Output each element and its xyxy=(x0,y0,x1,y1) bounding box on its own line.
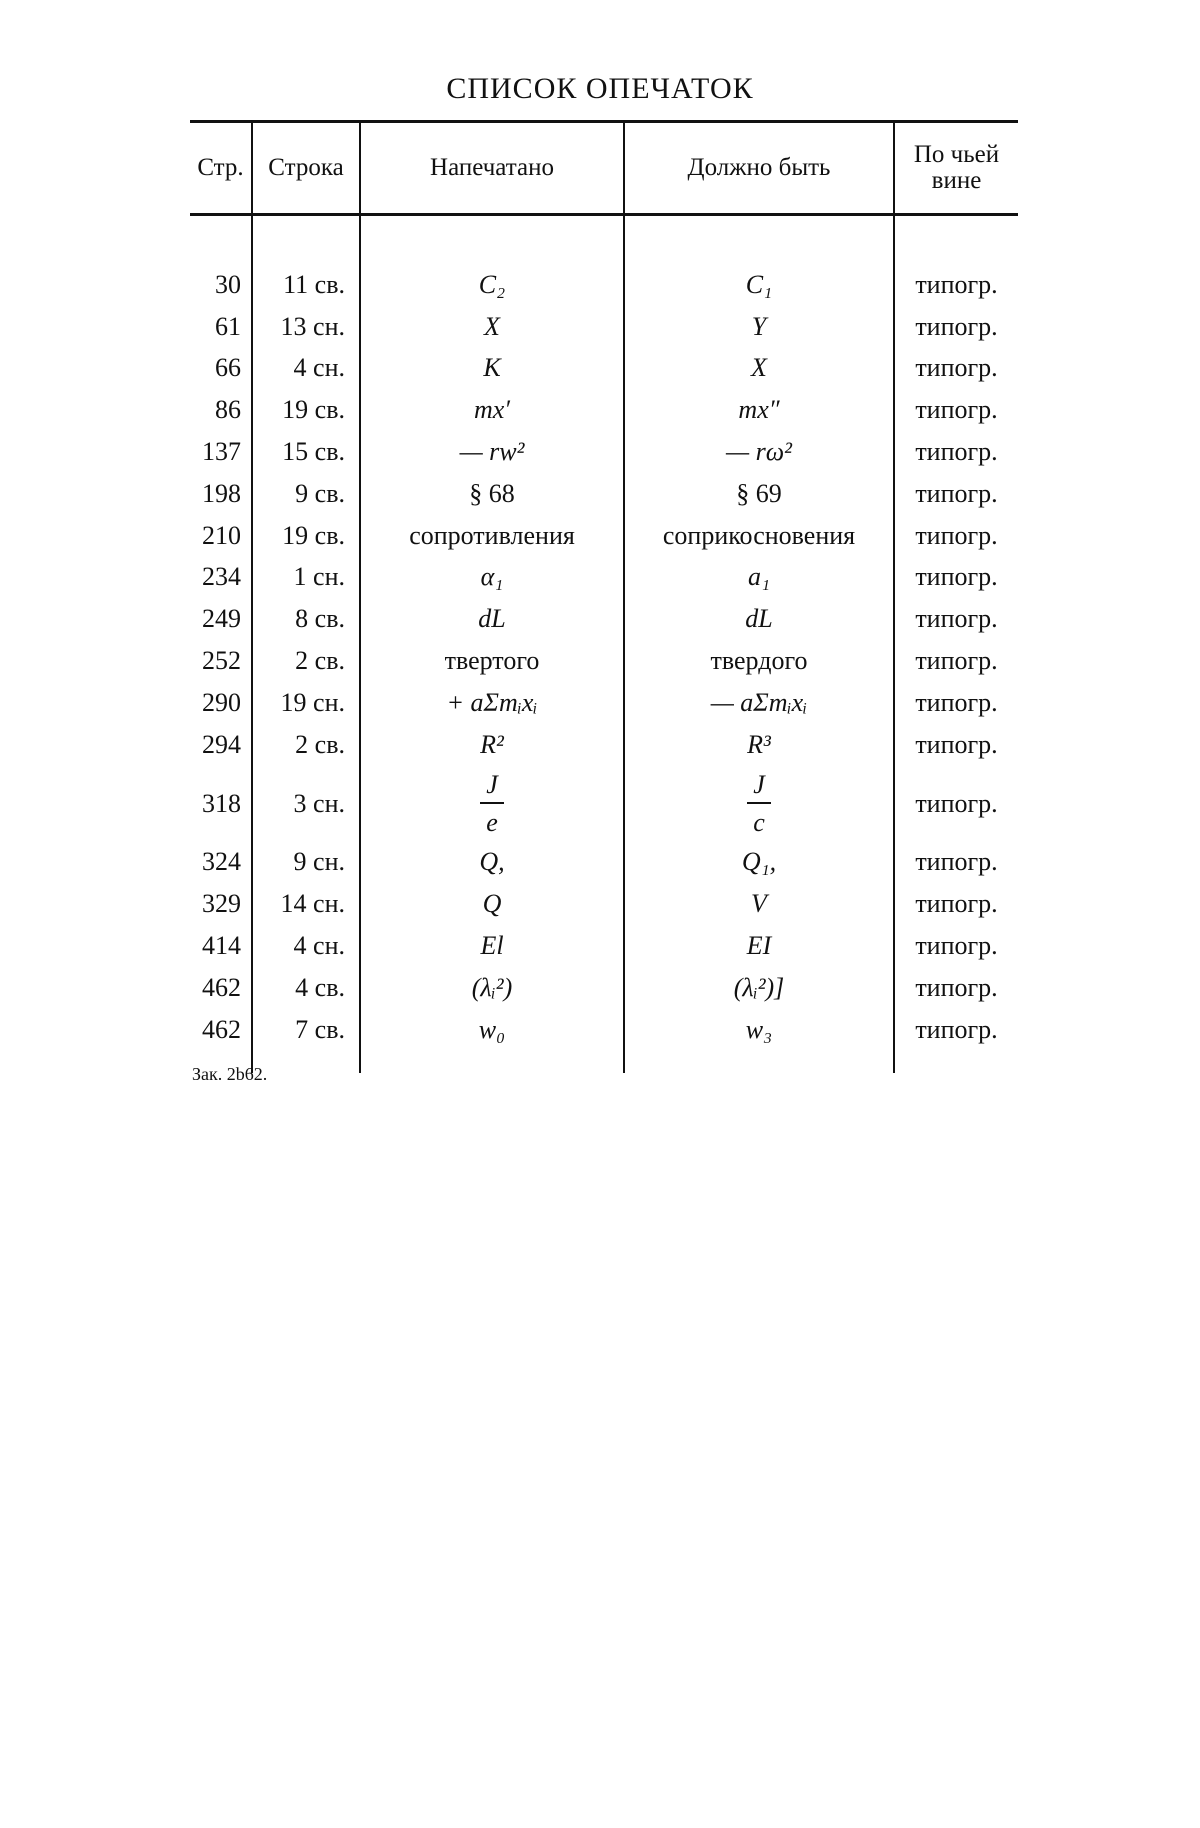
cell-printed: Q xyxy=(360,883,624,925)
cell-fault: типогр. xyxy=(894,473,1018,515)
cell-printed: α₁ xyxy=(360,557,624,599)
cell-fault: типогр. xyxy=(894,766,1018,842)
cell-printed: X xyxy=(360,306,624,348)
cell-correct: X xyxy=(624,348,894,390)
cell-correct: a₁ xyxy=(624,557,894,599)
cell-printed xyxy=(360,766,624,842)
cell-correct xyxy=(624,766,894,842)
cell-fault: типогр. xyxy=(894,431,1018,473)
header-page: Стр. xyxy=(190,122,252,215)
cell-page: 252 xyxy=(202,646,241,676)
cell-correct: EI xyxy=(624,925,894,967)
cell-correct: w₃ xyxy=(624,1009,894,1073)
cell-line: 3 сн. xyxy=(252,766,360,842)
cell-page: 290 xyxy=(202,687,241,717)
cell-line: 2 св. xyxy=(252,724,360,766)
table-row xyxy=(190,766,1018,842)
cell-fault: типогр. xyxy=(894,724,1018,766)
cell-page: 198 xyxy=(202,478,241,508)
table-row xyxy=(190,515,1018,557)
print-order-note: Зак. 2b62. xyxy=(192,1064,268,1084)
cell-printed: El xyxy=(360,925,624,967)
cell-line: 4 сн. xyxy=(252,925,360,967)
cell-correct: (λᵢ²)] xyxy=(624,967,894,1009)
cell-line: 2 св. xyxy=(252,640,360,682)
cell-line: 4 св. xyxy=(252,967,360,1009)
cell-fault: типогр. xyxy=(894,842,1018,884)
cell-printed: + aΣmᵢxᵢ xyxy=(360,682,624,724)
table-row xyxy=(190,925,1018,967)
table-row xyxy=(190,598,1018,640)
cell-printed: Q, xyxy=(360,842,624,884)
cell-printed: mx′ xyxy=(360,389,624,431)
cell-correct: C₁ xyxy=(624,264,894,306)
cell-fault: типогр. xyxy=(894,557,1018,599)
fraction xyxy=(747,769,771,837)
cell-correct: соприкосновения xyxy=(624,515,894,557)
cell-line: 19 сн. xyxy=(252,682,360,724)
cell-correct: dL xyxy=(624,598,894,640)
cell-fault: типогр. xyxy=(894,967,1018,1009)
table-row xyxy=(190,724,1018,766)
errata-table xyxy=(190,120,1018,1073)
table-row xyxy=(190,348,1018,390)
cell-line: 9 св. xyxy=(252,473,360,515)
cell-printed: § 68 xyxy=(360,473,624,515)
cell-line: 11 св. xyxy=(252,264,360,306)
cell-correct: Q₁, xyxy=(624,842,894,884)
table-row xyxy=(190,842,1018,884)
table-row xyxy=(190,967,1018,1009)
cell-page: 249 xyxy=(202,604,241,634)
fraction-denominator: e xyxy=(486,807,498,837)
cell-correct: mx″ xyxy=(624,389,894,431)
cell-page: 30 xyxy=(215,269,241,299)
cell-line: 9 сн. xyxy=(252,842,360,884)
cell-page: 462 xyxy=(202,972,241,1002)
cell-line: 14 сн. xyxy=(252,883,360,925)
cell-printed: dL xyxy=(360,598,624,640)
header-line: Строка xyxy=(252,122,360,215)
cell-fault: типогр. xyxy=(894,389,1018,431)
header-correct: Должно быть xyxy=(624,122,894,215)
cell-printed: w₀ xyxy=(360,1009,624,1073)
cell-fault: типогр. xyxy=(894,348,1018,390)
cell-correct: V xyxy=(624,883,894,925)
cell-printed: K xyxy=(360,348,624,390)
header-row xyxy=(190,122,1018,215)
header-printed: Напечатано xyxy=(360,122,624,215)
cell-fault: типогр. xyxy=(894,515,1018,557)
fraction-numerator: J xyxy=(747,772,771,804)
cell-fault: типогр. xyxy=(894,883,1018,925)
cell-line: 19 св. xyxy=(252,515,360,557)
cell-line: 15 св. xyxy=(252,431,360,473)
cell-correct: Y xyxy=(624,306,894,348)
cell-printed: R² xyxy=(360,724,624,766)
table-row xyxy=(190,883,1018,925)
cell-correct: — rω² xyxy=(624,431,894,473)
header-fault: По чьей вине xyxy=(894,122,1018,215)
cell-correct: — aΣmᵢxᵢ xyxy=(624,682,894,724)
cell-line: 8 св. xyxy=(252,598,360,640)
cell-fault: типогр. xyxy=(894,598,1018,640)
cell-correct: § 69 xyxy=(624,473,894,515)
cell-fault: типогр. xyxy=(894,264,1018,306)
page-title: СПИСОК ОПЕЧАТОК xyxy=(446,72,754,105)
table-row xyxy=(190,1009,1018,1073)
table-row xyxy=(190,473,1018,515)
cell-printed: — rw² xyxy=(360,431,624,473)
table-row xyxy=(190,431,1018,473)
table-row xyxy=(190,682,1018,724)
table-row xyxy=(190,640,1018,682)
cell-line: 1 сн. xyxy=(252,557,360,599)
cell-line: 4 сн. xyxy=(252,348,360,390)
table-row xyxy=(190,557,1018,599)
cell-fault: типогр. xyxy=(894,925,1018,967)
cell-page: 318 xyxy=(202,788,241,818)
cell-page: 210 xyxy=(202,520,241,550)
cell-page: 234 xyxy=(202,562,241,592)
cell-fault: типогр. xyxy=(894,682,1018,724)
cell-fault: типогр. xyxy=(894,640,1018,682)
cell-printed: сопротивления xyxy=(360,515,624,557)
cell-printed: (λᵢ²) xyxy=(360,967,624,1009)
cell-page: 86 xyxy=(215,395,241,425)
cell-page: 137 xyxy=(202,437,241,467)
cell-printed: C₂ xyxy=(360,264,624,306)
cell-page: 324 xyxy=(202,847,241,877)
cell-line: 13 сн. xyxy=(252,306,360,348)
cell-fault: типогр. xyxy=(894,1009,1018,1073)
cell-correct: R³ xyxy=(624,724,894,766)
cell-page: 294 xyxy=(202,729,241,759)
fraction-denominator: c xyxy=(753,807,765,837)
cell-page: 462 xyxy=(202,1014,241,1044)
cell-page: 414 xyxy=(202,931,241,961)
table-row xyxy=(190,389,1018,431)
cell-printed: твертого xyxy=(360,640,624,682)
cell-line: 19 св. xyxy=(252,389,360,431)
cell-fault: типогр. xyxy=(894,306,1018,348)
cell-line: 7 св. xyxy=(252,1009,360,1073)
cell-page: 61 xyxy=(215,311,241,341)
table-row xyxy=(190,306,1018,348)
cell-page: 66 xyxy=(215,353,241,383)
fraction xyxy=(480,769,504,837)
table-row xyxy=(190,264,1018,306)
cell-correct: твердого xyxy=(624,640,894,682)
fraction-numerator: J xyxy=(480,772,504,804)
cell-page: 329 xyxy=(202,889,241,919)
